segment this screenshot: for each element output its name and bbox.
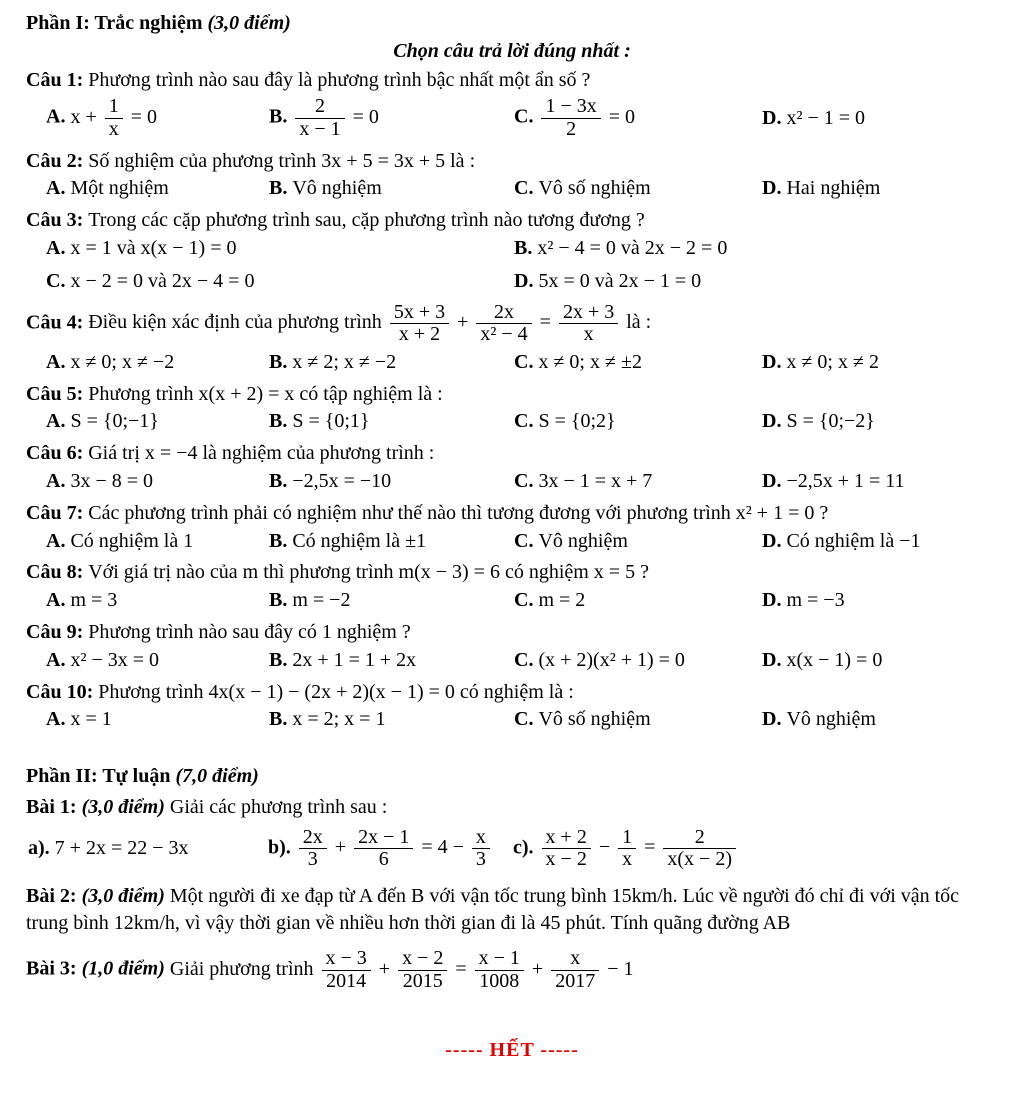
- fraction-denominator: 6: [378, 848, 389, 871]
- fraction-denominator: x(x − 2): [667, 848, 732, 871]
- fraction: [551, 948, 599, 992]
- question-text: Trong các cặp phương trình sau, cặp phương trình nào tương đương ?: [88, 209, 645, 232]
- subitem-math: 7 + 2x = 22 − 3x: [54, 837, 189, 860]
- option-text: Vô nghiệm: [538, 529, 628, 552]
- option-text: x = 1: [70, 708, 112, 731]
- part1-points: (3,0 điểm): [207, 12, 291, 34]
- fraction-numerator: x: [551, 948, 599, 971]
- option-label: D.: [762, 410, 787, 433]
- subitem-label: c).: [513, 836, 539, 859]
- fraction-numerator: 2x: [476, 302, 531, 325]
- option-D: [762, 175, 998, 202]
- option-label: C.: [514, 350, 539, 373]
- option-label: A.: [46, 529, 71, 552]
- option-text: x² − 4 = 0 và 2x − 2 = 0: [537, 236, 728, 259]
- subitem-a: [28, 835, 268, 862]
- part1-heading: [26, 10, 998, 37]
- option-label: B.: [269, 106, 293, 129]
- option-label: D.: [762, 177, 787, 200]
- question-8: [26, 559, 998, 614]
- option-text: S = {0;2}: [538, 410, 616, 433]
- exercise-points: (3,0 điểm): [81, 884, 170, 907]
- question-1: [26, 67, 998, 143]
- option-text: x² − 1 = 0: [786, 107, 866, 130]
- fraction-numerator: 2: [295, 96, 344, 119]
- fraction-numerator: x − 2: [398, 948, 447, 971]
- option-label: D.: [514, 269, 539, 292]
- options-row: [46, 235, 998, 295]
- option-C: [514, 408, 762, 435]
- option-text: −2,5x + 1 = 11: [786, 469, 905, 492]
- option-A: [46, 706, 269, 733]
- fraction-denominator: x − 2: [545, 848, 587, 871]
- fraction-denominator: x + 2: [398, 323, 441, 346]
- option-label: B.: [514, 236, 538, 259]
- fraction-numerator: 1: [105, 96, 123, 119]
- option-label: B.: [269, 350, 293, 373]
- fraction-denominator: x − 1: [299, 117, 341, 140]
- option-A: [46, 647, 269, 674]
- question-text: Phương trình x(x + 2) = x có tập nghiệm là :: [88, 382, 443, 405]
- option-label: D.: [762, 529, 787, 552]
- part1-title: Phần I: Trắc nghiệm: [26, 12, 203, 34]
- option-label: D.: [762, 648, 787, 671]
- option-B: [269, 349, 514, 376]
- option-B: [269, 408, 514, 435]
- option-C: [514, 468, 762, 495]
- option-text: S = {0;−2}: [786, 410, 875, 433]
- option-C: [514, 706, 762, 733]
- question-text: Phương trình 4x(x − 1) − (2x + 2)(x − 1) = 0 có nghiệm là :: [98, 680, 574, 703]
- option-label: B.: [269, 469, 293, 492]
- option-C: [514, 528, 762, 555]
- option-label: B.: [269, 589, 293, 612]
- question-stem: [26, 148, 998, 175]
- question-label: Câu 10:: [26, 680, 99, 703]
- option-A: [46, 408, 269, 435]
- fraction: [295, 96, 344, 140]
- exercise-points: (3,0 điểm): [81, 795, 170, 818]
- question-text: Số nghiệm của phương trình 3x + 5 = 3x + 5 là :: [88, 149, 476, 172]
- option-B: [269, 528, 514, 555]
- option-text: 3x − 8 = 0: [70, 469, 154, 492]
- subitem-label: b).: [268, 836, 296, 859]
- question-label: Câu 6:: [26, 442, 89, 465]
- question-stem: [26, 440, 998, 467]
- option-D: [762, 528, 998, 555]
- option-B: [269, 647, 514, 674]
- exercise-3: [26, 946, 998, 994]
- option-text: $\frac{2}{x - 1}$ = 0: [292, 106, 379, 128]
- question-5: [26, 381, 998, 436]
- question-label: Câu 7:: [26, 501, 89, 524]
- question-stem: [26, 559, 998, 586]
- option-D: [762, 105, 998, 132]
- option-text: S = {0;1}: [292, 410, 370, 433]
- exercise-heading: [26, 946, 998, 994]
- option-C: [514, 647, 762, 674]
- question-3: [26, 207, 998, 294]
- option-text: 3x − 1 = x + 7: [538, 469, 653, 492]
- option-A: [46, 175, 269, 202]
- option-label: D.: [762, 107, 787, 130]
- option-C: [46, 268, 514, 295]
- exercise-points: (1,0 điểm): [81, 958, 170, 981]
- fraction-numerator: x − 3: [322, 948, 371, 971]
- options-row: [46, 94, 998, 142]
- option-D: [762, 349, 998, 376]
- option-B: [269, 94, 514, 142]
- question-text: Phương trình nào sau đây có 1 nghiệm ?: [88, 620, 411, 643]
- question-6: [26, 440, 998, 495]
- fraction-denominator: x: [108, 117, 119, 140]
- option-text: x ≠ 0; x ≠ ±2: [538, 350, 642, 373]
- option-label: C.: [514, 648, 539, 671]
- subitem-math: $\frac{2x}{3}$ + $\frac{2x - 1}{6}$ = 4 − $\frac{x}{3}$: [296, 836, 493, 858]
- option-text: m = 3: [70, 589, 118, 612]
- fraction-numerator: 2x − 1: [354, 827, 413, 850]
- question-stem: [26, 679, 998, 706]
- exercise-text: Giải phương trình $\frac{x - 3}{2014}$ + $\frac{x - 2}{2015}$ = $\frac{x - 1}{1008}$ + $\frac{x}{2017}$ − 1: [169, 947, 634, 993]
- part2-title: Phần II: Tự luận: [26, 765, 171, 788]
- option-text: Vô nghiệm: [292, 177, 382, 200]
- option-label: C.: [46, 269, 71, 292]
- option-text: m = 2: [538, 589, 586, 612]
- option-label: C.: [514, 708, 539, 731]
- exercise-heading: [26, 794, 998, 821]
- option-label: D.: [762, 708, 787, 731]
- question-9: [26, 619, 998, 674]
- option-text: x + $\frac{1}{x}$ = 0: [70, 95, 158, 140]
- question-label: Câu 1:: [26, 68, 89, 91]
- option-text: x² − 3x = 0: [70, 648, 160, 671]
- question-label: Câu 4:: [26, 311, 89, 334]
- option-B: [269, 706, 514, 733]
- question-label: Câu 3:: [26, 209, 89, 232]
- question-text: Điều kiện xác định của phương trình $\frac{5x + 3}{x + 2}$ + $\frac{2x}{\text{x² − 4}}$ = $\frac{2x + 3}{x}$ là :: [88, 300, 652, 346]
- question-stem: [26, 207, 998, 234]
- option-label: C.: [514, 529, 539, 552]
- option-text: Hai nghiệm: [786, 177, 881, 200]
- question-label: Câu 5:: [26, 382, 89, 405]
- option-D: [762, 468, 998, 495]
- options-row: [46, 468, 998, 495]
- part2-heading: [26, 763, 998, 790]
- question-text: Các phương trình phải có nghiệm như thế nào thì tương đương với phương trình x² + 1 = 0 ?: [88, 501, 829, 524]
- options-row: [46, 706, 998, 733]
- option-text: 2x + 1 = 1 + 2x: [292, 648, 417, 671]
- fraction-denominator: 2015: [402, 970, 443, 993]
- option-label: D.: [762, 589, 787, 612]
- option-C: [514, 349, 762, 376]
- fraction-numerator: 2: [663, 827, 736, 850]
- fraction-numerator: 1: [618, 827, 636, 850]
- option-text: x(x − 1) = 0: [786, 648, 883, 671]
- option-C: [514, 587, 762, 614]
- fraction: [354, 827, 413, 871]
- end-marker: ----- HẾT -----: [445, 1038, 579, 1061]
- option-text: Vô nghiệm: [786, 708, 876, 731]
- option-D: [762, 647, 998, 674]
- exercise-text: Một người đi xe đạp từ A đến B với vận tốc trung bình 15km/h. Lúc về người đó chỉ đi với vận tốc trung bình 12km/h, vì vậy thời gian về nhiều hơn thời gian đi là 45 phút. Tính quãng đường AB: [26, 884, 960, 934]
- options-row: [46, 175, 998, 202]
- option-B: [269, 175, 514, 202]
- exercise-label: Bài 1:: [26, 795, 82, 818]
- fraction-denominator: x² − 4: [480, 323, 528, 346]
- option-label: B.: [269, 529, 293, 552]
- fraction-denominator: 3: [307, 848, 318, 871]
- question-text: Phương trình nào sau đây là phương trình bậc nhất một ẩn số ?: [88, 68, 591, 91]
- option-label: C.: [514, 106, 539, 129]
- option-D: [514, 268, 998, 295]
- fraction: [322, 948, 371, 992]
- option-label: A.: [46, 350, 71, 373]
- option-A: [46, 587, 269, 614]
- fraction: [475, 948, 524, 992]
- question-label: Câu 8:: [26, 561, 89, 584]
- option-text: (x + 2)(x² + 1) = 0: [538, 648, 685, 671]
- option-D: [762, 408, 998, 435]
- questions-list: [26, 67, 998, 734]
- option-text: $\frac{1 - 3x}{2}$ = 0: [538, 106, 635, 128]
- option-text: x = 1 và x(x − 1) = 0: [70, 236, 237, 259]
- option-text: x ≠ 0; x ≠ −2: [70, 350, 175, 373]
- options-row: [46, 349, 998, 376]
- exercise-1: [26, 794, 998, 873]
- fraction: [541, 96, 600, 140]
- option-B: [514, 235, 998, 262]
- option-D: [762, 706, 998, 733]
- exercise-heading: [26, 883, 998, 937]
- question-stem: [26, 500, 998, 527]
- subitem-c: [513, 825, 998, 873]
- option-label: C.: [514, 589, 539, 612]
- option-text: Có nghiệm là −1: [786, 529, 921, 552]
- option-label: D.: [762, 469, 787, 492]
- option-text: x − 2 = 0 và 2x − 4 = 0: [70, 269, 255, 292]
- option-label: C.: [514, 410, 539, 433]
- question-stem: [26, 381, 998, 408]
- fraction-numerator: 1 − 3x: [541, 96, 600, 119]
- option-text: 5x = 0 và 2x − 1 = 0: [538, 269, 702, 292]
- fraction: [299, 827, 327, 871]
- question-2: [26, 148, 998, 203]
- fraction-denominator: 2014: [326, 970, 367, 993]
- option-text: Một nghiệm: [70, 177, 169, 200]
- fraction-denominator: 1008: [479, 970, 520, 993]
- fraction: [542, 827, 591, 871]
- question-stem: [26, 67, 998, 94]
- exercise-text: Giải các phương trình sau :: [169, 795, 388, 818]
- option-label: A.: [46, 708, 71, 731]
- fraction-numerator: x + 2: [542, 827, 591, 850]
- exercise-label: Bài 2:: [26, 884, 82, 907]
- exercise-subitems: [28, 825, 998, 873]
- option-A: [46, 235, 514, 262]
- option-D: [762, 587, 998, 614]
- option-A: [46, 468, 269, 495]
- option-A: [46, 349, 269, 376]
- fraction: [390, 302, 449, 346]
- option-label: C.: [514, 177, 539, 200]
- subitem-math: $\frac{x + 2}{x - 2}$ − $\frac{1}{x}$ = $\frac{2}{x(x - 2)}$: [539, 836, 739, 858]
- subitem-label: a).: [28, 837, 55, 860]
- option-text: x ≠ 2; x ≠ −2: [292, 350, 397, 373]
- fraction: [559, 302, 618, 346]
- option-label: B.: [269, 648, 293, 671]
- option-text: Có nghiệm là ±1: [292, 529, 427, 552]
- fraction-denominator: x: [622, 848, 633, 871]
- question-stem: [26, 300, 998, 348]
- fraction: [618, 827, 636, 871]
- option-label: C.: [514, 469, 539, 492]
- option-text: Vô số nghiệm: [538, 177, 651, 200]
- option-label: A.: [46, 589, 71, 612]
- exercise-2: [26, 883, 998, 937]
- question-text: Giá trị x = −4 là nghiệm của phương trình :: [88, 442, 435, 465]
- option-label: A.: [46, 106, 71, 129]
- option-label: B.: [269, 708, 293, 731]
- option-label: A.: [46, 177, 71, 200]
- option-label: A.: [46, 648, 71, 671]
- option-label: B.: [269, 177, 293, 200]
- question-label: Câu 9:: [26, 620, 89, 643]
- fraction-numerator: x: [472, 827, 490, 850]
- fraction-numerator: 2x + 3: [559, 302, 618, 325]
- question-label: Câu 2:: [26, 149, 89, 172]
- option-C: [514, 94, 762, 142]
- option-text: x = 2; x = 1: [292, 708, 386, 731]
- option-B: [269, 468, 514, 495]
- option-text: m = −2: [292, 589, 351, 612]
- fraction: [398, 948, 447, 992]
- option-B: [269, 587, 514, 614]
- option-A: [46, 528, 269, 555]
- option-text: S = {0;−1}: [70, 410, 159, 433]
- option-A: [46, 94, 269, 142]
- fraction-denominator: 2017: [555, 970, 596, 993]
- part1-subtitle: Chọn câu trả lời đúng nhất :: [393, 39, 631, 62]
- exercises-list: [26, 794, 998, 995]
- option-label: D.: [762, 350, 787, 373]
- options-row: [46, 587, 998, 614]
- fraction: [105, 96, 123, 140]
- options-row: [46, 528, 998, 555]
- question-10: [26, 679, 998, 734]
- question-7: [26, 500, 998, 555]
- part2-points: (7,0 điểm): [175, 765, 259, 788]
- fraction-numerator: 2x: [299, 827, 327, 850]
- question-text: Với giá trị nào của m thì phương trình m(x − 3) = 6 có nghiệm x = 5 ?: [88, 561, 649, 584]
- question-stem: [26, 619, 998, 646]
- option-text: x ≠ 0; x ≠ 2: [786, 350, 879, 373]
- option-text: m = −3: [786, 589, 845, 612]
- option-label: A.: [46, 469, 71, 492]
- options-row: [46, 408, 998, 435]
- question-4: [26, 300, 998, 376]
- option-text: Có nghiệm là 1: [70, 529, 194, 552]
- subitem-b: [268, 825, 513, 873]
- fraction-numerator: 5x + 3: [390, 302, 449, 325]
- option-label: A.: [46, 236, 71, 259]
- option-text: Vô số nghiệm: [538, 708, 651, 731]
- fraction-denominator: 2: [566, 117, 577, 140]
- fraction-numerator: x − 1: [475, 948, 524, 971]
- option-C: [514, 175, 762, 202]
- fraction-denominator: 3: [475, 848, 486, 871]
- option-text: −2,5x = −10: [292, 469, 392, 492]
- fraction-denominator: x: [583, 323, 594, 346]
- option-label: A.: [46, 410, 71, 433]
- options-row: [46, 647, 998, 674]
- exercise-label: Bài 3:: [26, 958, 82, 981]
- option-label: B.: [269, 410, 293, 433]
- fraction: [476, 302, 531, 346]
- fraction: [472, 827, 490, 871]
- fraction: [663, 827, 736, 871]
